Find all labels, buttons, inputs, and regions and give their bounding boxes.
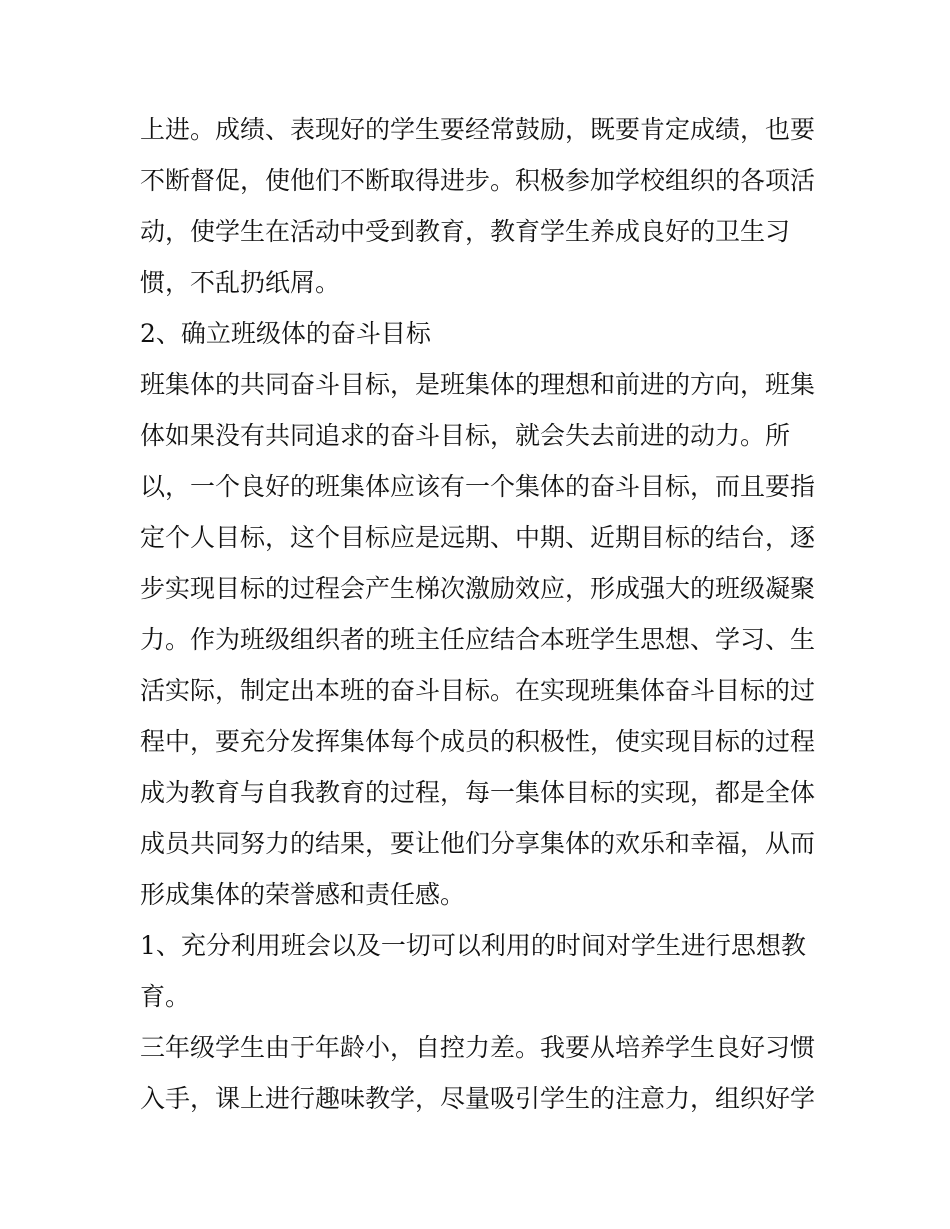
section-heading-2: 2、确立班级体的奋斗目标 [140, 319, 431, 348]
text-line-9: 定个人目标，这个目标应是远期、中期、近期目标的结台，逐 [140, 523, 816, 552]
text-line-14: 成为教育与自我教育的过程，每一集体目标的实现，都是全体 [140, 778, 816, 807]
text-line-12: 活实际，制定出本班的奋斗目标。在实现班集体奋斗目标的过 [140, 676, 816, 705]
text-line-18: 育。 [140, 982, 191, 1011]
text-line-20: 入手，课上进行趣味教学，尽量吸引学生的注意力，组织好学 [140, 1084, 816, 1113]
text-line-7: 体如果没有共同追求的奋斗目标，就会失去前进的动力。所 [140, 421, 791, 450]
text-line-16: 形成集体的荣誉感和责任感。 [140, 880, 466, 909]
text-line-15: 成员共同努力的结果，要让他们分享集体的欢乐和幸福，从而 [140, 829, 816, 858]
text-line-1: 上进。成绩、表现好的学生要经常鼓励，既要肯定成绩，也要 [140, 115, 816, 144]
text-line-8: 以，一个良好的班集体应该有一个集体的奋斗目标，而且要指 [140, 472, 816, 501]
text-line-13: 程中，要充分发挥集体每个成员的积极性，使实现目标的过程 [140, 727, 816, 756]
document-body [140, 104, 820, 1124]
text-line-6: 班集体的共同奋斗目标，是班集体的理想和前进的方向，班集 [140, 370, 816, 399]
text-line-4: 惯，不乱扔纸屑。 [140, 268, 341, 297]
text-line-19: 三年级学生由于年龄小，自控力差。我要从培养学生良好习惯 [140, 1033, 816, 1062]
text-line-10: 步实现目标的过程会产生梯次激励效应，形成强大的班级凝聚 [140, 574, 816, 603]
text-line-11: 力。作为班级组织者的班主任应结合本班学生思想、学习、生 [140, 625, 816, 654]
section-heading-1: 1、充分利用班会以及一切可以利用的时间对学生进行思想教 [140, 931, 806, 960]
text-line-2: 不断督促，使他们不断取得进步。积极参加学校组织的各项活 [140, 166, 816, 195]
text-line-3: 动，使学生在活动中受到教育，教育学生养成良好的卫生习 [140, 217, 791, 246]
